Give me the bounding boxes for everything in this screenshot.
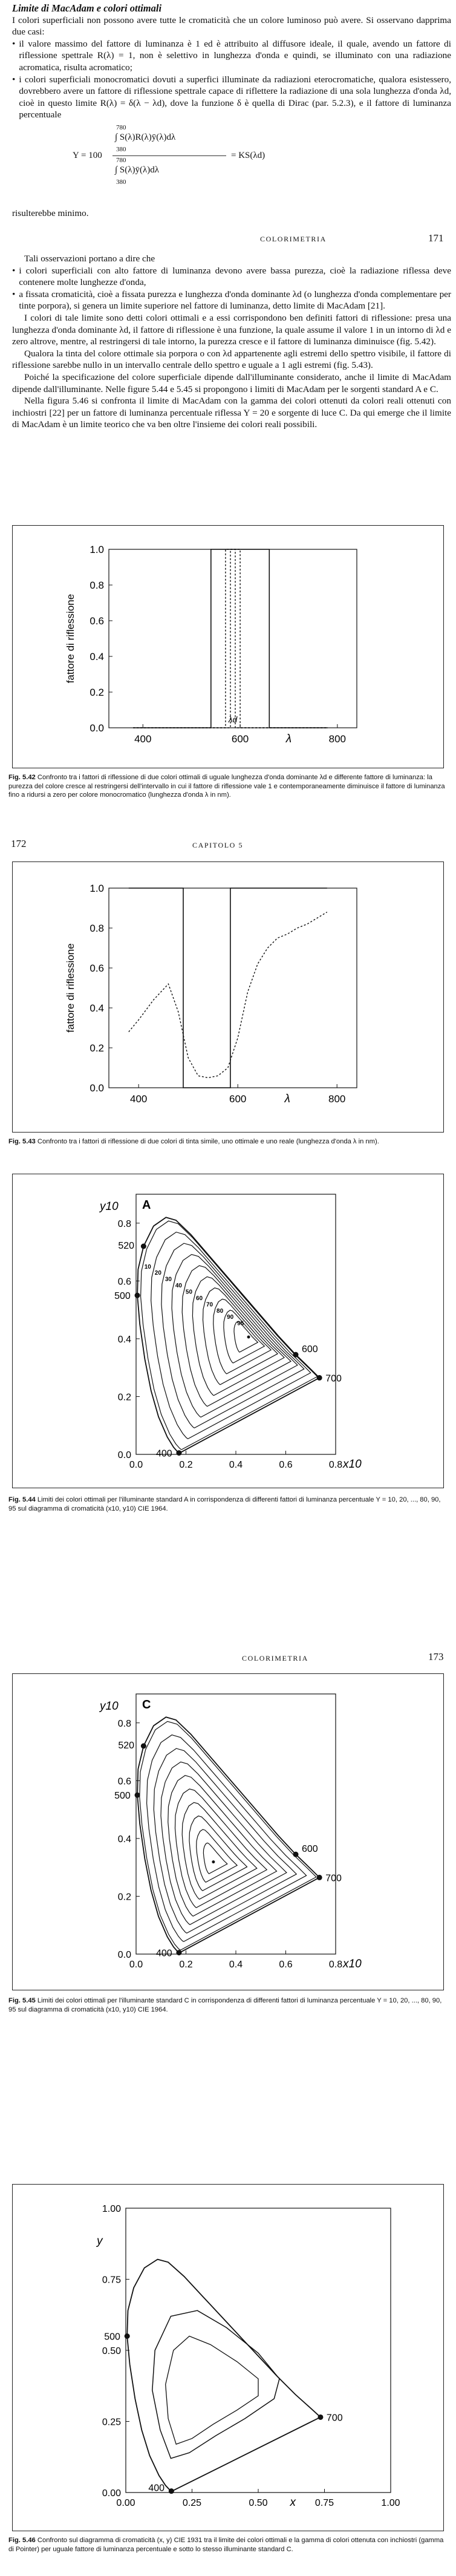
wavelength-label: 500 <box>114 1291 131 1302</box>
wavelength-marker <box>293 1852 299 1857</box>
bullet-item: • i colori superficiali monocromatici dovuti a superfici illuminate da radiazioni eterocromatiche, qualora esistessero, dovrebbero avere un fattore di riflessione spettrale capace di riflettere la radiazione di una sola lunghezza d'onda λd, cioè in questo limite R(λ) = δ(λ − λd), dove la funzione δ è quella di Dirac (par. 5.2.3), e il fattore di luminanza percentuale <box>12 74 451 120</box>
equation-rhs: = KS(λd) <box>231 151 265 160</box>
y-tick-label: 0.6 <box>90 963 104 974</box>
caption-text: Confronto tra i fattori di riflessione di due colori ottimali di uguale lunghezza d'onda dominante λd e differente fattore di luminanza: la purezza del colore cresce al restringersi dell'intervallo in cui il fattore di riflessione vale 1 e contemporaneamente diminuisce il fattore di luminanza fino a ridursi a zero per colore monocromatico (lunghezza d'onda λ in nm). <box>8 774 445 799</box>
y-tick-label: 0.4 <box>90 651 104 662</box>
y-tick-label: 0.0 <box>90 1082 104 1094</box>
series-line-ottimale <box>129 888 327 1088</box>
wavelength-label: 600 <box>302 1844 318 1855</box>
x-axis-label: λ <box>284 1093 290 1105</box>
y-tick-label: 0.8 <box>90 923 104 934</box>
illuminant-label: A <box>142 1198 151 1212</box>
y-tick-label: 1.0 <box>90 544 104 555</box>
y-tick-label: 0.75 <box>102 2275 121 2286</box>
optimal-colour-contour-20 <box>151 1232 311 1439</box>
page-number: 172 <box>11 838 27 849</box>
series-line-reale <box>129 912 327 1078</box>
figure-frame <box>13 2185 444 2531</box>
wavelength-marker <box>318 2414 323 2420</box>
x-tick-label: 0.2 <box>179 1960 193 1970</box>
plot-area <box>136 1694 336 1954</box>
contour-label: 90 <box>227 1314 234 1321</box>
optimal-colour-contour-70 <box>182 1802 257 1899</box>
x-tick-label: 0.8 <box>328 1960 343 1970</box>
x-tick-label: 800 <box>328 1093 346 1105</box>
figure-caption <box>8 1996 448 2014</box>
wavelength-marker <box>176 1950 181 1955</box>
running-head: COLORIMETRIA <box>260 235 327 243</box>
x-axis-label: λ <box>285 733 292 745</box>
y-tick-label: 0.00 <box>102 2488 121 2499</box>
y-tick-label: 0.4 <box>117 1834 131 1845</box>
bullet-item: • il valore massimo del fattore di luminanza è 1 ed è attribuito al diffusore ideale, il quale, avendo un fattore di riflessione spettrale R(λ) = 1, non è selettivo in lunghezza d'onda e quindi, se illuminato con una radiazione acromatica, risulta acromatico; <box>12 38 451 73</box>
x-axis-label: x10 <box>343 1458 362 1471</box>
x-tick-label: 0.75 <box>314 2498 334 2508</box>
y-axis-label: y <box>97 2235 103 2247</box>
white-point <box>247 1336 250 1339</box>
bullet-text: il valore massimo del fattore di luminanza è 1 ed è attribuito al diffusore ideale, il quale, avendo un fattore di riflessione spettrale R(λ) = 1, non è selettivo in lunghezza d'onda e quindi, se illuminato con una radiazione acromatica, risulta acromatico; <box>19 38 451 73</box>
x-tick-label: 0.8 <box>328 1460 343 1470</box>
contour-label: 40 <box>175 1283 182 1290</box>
caption-label: Fig. 5.43 <box>8 1138 36 1145</box>
x-tick-label: 0.6 <box>279 1960 293 1970</box>
figure-5-45 <box>12 1673 444 1990</box>
body-paragraph: I colori di tale limite sono detti colori ottimali e a essi corrispondono ben definiti fattori di riflessione: presa una lunghezza d'onda dominante λd, il fattore di riflessione è una funzione, la quale assume il valore 1 in un intorno di λd e zero altrove, mentre, al restringersi di tale intorno, la purezza cresce e il fattore di luminanza diminuisce (fig. 5.42). <box>12 312 451 347</box>
y-tick-label: 0.8 <box>117 1218 131 1229</box>
y-tick-label: 0.4 <box>90 1002 104 1014</box>
x-tick-label: 0.6 <box>279 1460 293 1470</box>
x-tick-label: 400 <box>130 1093 148 1105</box>
page-171-top <box>12 2 451 121</box>
optimal-colour-contour-20 <box>147 1735 307 1941</box>
y-tick-label: 0.6 <box>117 1277 131 1287</box>
x-tick-label: 0.2 <box>179 1460 193 1470</box>
running-head: CAPITOLO 5 <box>192 841 244 849</box>
caption-label: Fig. 5.45 <box>8 1997 36 2004</box>
page-171-body <box>12 253 451 431</box>
y-tick-label: 0.2 <box>117 1392 131 1403</box>
caption-text: Confronto sul diagramma di cromaticità (x, y) CIE 1931 tra il limite dei colori ottimali e la gamma di colori ottenuta con inchiostri (gamma di Pointer) per uguale fattore di luminanza percentuale e sotto lo stesso illuminante standard C. <box>8 2537 444 2553</box>
y-tick-label: 0.0 <box>117 1950 131 1960</box>
contour-label: 10 <box>144 1263 151 1270</box>
y-tick-label: 0.0 <box>117 1450 131 1460</box>
wavelength-marker <box>125 2333 130 2339</box>
y-tick-label: 0.0 <box>90 722 104 734</box>
y-tick-label: 1.00 <box>102 2204 121 2214</box>
contour-label: 80 <box>217 1307 224 1315</box>
optimal-colour-contour-40 <box>161 1762 287 1924</box>
y-tick-label: 0.6 <box>117 1776 131 1787</box>
y-tick-label: 0.4 <box>117 1334 131 1345</box>
wavelength-label: 520 <box>118 1741 135 1751</box>
wavelength-label: 400 <box>155 1448 172 1459</box>
wavelength-label: 520 <box>118 1241 135 1251</box>
plot-area <box>126 2208 391 2493</box>
bullet-text: i colori superficiali con alto fattore di luminanza devono avere bassa purezza, cioè la radiazione riflessa deve contenere molte lunghezze d'onda, <box>19 265 451 288</box>
wavelength-marker <box>317 1875 322 1880</box>
optimal-colour-contour-90 <box>197 1829 237 1882</box>
wavelength-label: 400 <box>155 1948 172 1959</box>
body-paragraph: Poiché la specificazione del colore superficiale dipende dall'illuminante considerato, anche il limite di MacAdam dipende dall'illuminante. Nelle figure 5.44 e 5.45 si propongono i limiti di MacAdam per le sorgenti standard A e C. <box>12 371 451 394</box>
y-tick-label: 0.8 <box>90 580 104 591</box>
y-tick-label: 0.6 <box>90 615 104 627</box>
body-paragraph: Tali osservazioni portano a dire che <box>24 253 155 264</box>
y-tick-label: 0.2 <box>90 1042 104 1054</box>
y-tick-label: 0.2 <box>117 1892 131 1903</box>
x-tick-label: 400 <box>134 733 152 745</box>
luminance-equation <box>73 124 327 191</box>
x-tick-label: 800 <box>328 733 347 745</box>
equation-numerator: ∫ S(λ)R(λ)ȳ(λ)dλ <box>115 132 176 142</box>
wavelength-marker <box>169 2488 174 2494</box>
optimal-colour-limit <box>152 2310 279 2458</box>
wavelength-marker <box>317 1375 322 1381</box>
figure-frame <box>13 1174 444 1488</box>
y-axis-label: y10 <box>100 1700 119 1713</box>
contour-label: 70 <box>206 1301 213 1309</box>
figure-frame <box>13 1674 444 1990</box>
equation-denominator: ∫ S(λ)ȳ(λ)dλ <box>115 165 160 175</box>
figure-5-46 <box>12 2184 444 2531</box>
y-axis-label: fattore di riflessione <box>65 593 76 684</box>
figure-5-44 <box>12 1174 444 1488</box>
body-paragraph: Nella figura 5.46 si confronta il limite di MacAdam con la gamma dei colori ottenuti da colori reali ottenuti con inchiostri [22] per un fattore di luminanza percentuale riflessa Y = 20 e sorgente di luce C. Da qui emerge che il limite di MacAdam è un limite teorico che va ben oltre l'insieme dei colori reali possibili. <box>12 396 451 430</box>
bullet-item: • a fissata cromaticità, cioè a fissata purezza e lunghezza d'onda dominante λd (o lunghezza d'onda complementare per tinte porpora), si genera un limite superiore nel fattore di luminanza, detto limite di MacAdam [21]. <box>12 289 451 312</box>
x-axis-label: x <box>290 2496 296 2509</box>
x-tick-label: 0.50 <box>249 2498 268 2508</box>
x-tick-label: 1.00 <box>381 2498 400 2508</box>
page-number: 171 <box>428 232 444 244</box>
y-tick-label: 0.2 <box>90 687 104 698</box>
wavelength-label: 700 <box>325 1373 342 1384</box>
plot-area <box>136 1194 336 1454</box>
section-heading: Limite di MacAdam e colori ottimali <box>12 2 162 14</box>
wavelength-label: 400 <box>148 2483 165 2494</box>
optimal-colour-contour-80 <box>189 1816 247 1891</box>
wavelength-label: 700 <box>326 2413 343 2424</box>
wavelength-label: 700 <box>325 1873 342 1884</box>
after-equation: risulterebbe minimo. <box>12 208 89 218</box>
y-tick-label: 0.50 <box>102 2346 121 2356</box>
figure-caption <box>8 1137 448 1146</box>
equation-lower-limit: 380 <box>116 178 126 186</box>
caption-label: Fig. 5.44 <box>8 1496 36 1503</box>
figure-frame <box>13 862 444 1133</box>
wavelength-marker <box>141 1244 146 1249</box>
plot-area <box>109 888 357 1088</box>
optimal-colour-contour-10 <box>141 1221 318 1450</box>
caption-text: Limiti dei colori ottimali per l'illuminante standard A in corrispondenza di differenti fattori di luminanza percentuale Y = 10, 20, ..., 80, 90, 95 sul diagramma di cromaticità (x10, y10) CIE 1964. <box>8 1496 441 1512</box>
caption-label: Fig. 5.42 <box>8 774 36 781</box>
wavelength-label: 500 <box>114 1791 131 1802</box>
wavelength-marker <box>135 1293 140 1298</box>
x-tick-label: 0.4 <box>229 1960 243 1970</box>
spectral-locus <box>127 2260 321 2491</box>
equation-lhs: Y = 100 <box>73 151 102 160</box>
x-tick-label: 0.25 <box>182 2498 202 2508</box>
contour-label: 30 <box>164 1276 172 1283</box>
plot-area <box>109 549 357 728</box>
illuminant-label: C <box>142 1698 151 1711</box>
x-tick-label: 0.00 <box>116 2498 135 2508</box>
bullet-text: i colori superficiali monocromatici dovuti a superfici illuminate da radiazioni eterocromatiche, qualora esistessero, dovrebbero avere un fattore di riflessione spettrale capace di riflettere la radiazione di una sola lunghezza d'onda λd, cioè in questo limite R(λ) = δ(λ − λd), dove la funzione δ è quella di Dirac (par. 5.2.3), e il fattore di luminanza percentuale <box>19 74 451 120</box>
y-axis-label: y10 <box>100 1200 119 1213</box>
figure-caption <box>8 2536 448 2554</box>
figure-5-42 <box>12 525 444 768</box>
dominant-wavelength-label: λd <box>228 714 238 725</box>
figure-frame <box>13 526 444 768</box>
figure-caption <box>8 773 448 800</box>
figure-caption <box>8 1496 448 1513</box>
figure-5-43 <box>12 861 444 1133</box>
y-tick-label: 0.25 <box>102 2417 121 2428</box>
x-tick-label: 0.0 <box>129 1460 143 1470</box>
equation-upper-limit: 780 <box>116 124 126 131</box>
x-tick-label: 0.0 <box>129 1960 143 1970</box>
fraction-bar <box>112 155 226 156</box>
wavelength-marker <box>141 1744 146 1749</box>
caption-text: Limiti dei colori ottimali per l'illuminante standard C in corrispondenza di differenti fattori di luminanza percentuale Y = 10, 20, ..., 80, 90, 95 sul diagramma di cromaticità (x10, y10) CIE 1964. <box>8 1997 442 2013</box>
contour-label: 60 <box>195 1295 203 1302</box>
y-tick-label: 1.0 <box>90 883 104 894</box>
series-line-narrowest-window <box>133 549 328 728</box>
page-number: 173 <box>428 1651 444 1662</box>
white-point <box>212 1860 215 1863</box>
caption-label: Fig. 5.46 <box>8 2537 36 2544</box>
equation-lower-limit: 380 <box>116 146 126 153</box>
x-tick-label: 0.4 <box>229 1460 243 1470</box>
bullet-text: a fissata cromaticità, cioè a fissata purezza e lunghezza d'onda dominante λd (o lunghezza d'onda complementare per tinte porpora), si genera un limite superiore nel fattore di luminanza, detto limite di MacAdam [21]. <box>19 289 451 312</box>
pointer-gamut <box>166 2336 258 2445</box>
body-paragraph: Qualora la tinta del colore ottimale sia porpora o con λd appartenente agli estremi dello spettro visibile, il fattore di riflessione sarebbe nullo in un intervallo centrale dello spettro e uguale a 1 agli estremi (fig. 5.43). <box>12 348 451 371</box>
wavelength-label: 500 <box>104 2332 120 2342</box>
equation-upper-limit: 780 <box>116 157 126 164</box>
contour-label: 50 <box>185 1289 193 1296</box>
wavelength-marker <box>176 1450 181 1456</box>
intro-paragraph: I colori superficiali non possono avere tutte le cromaticità che un colore luminoso può avere. Si osservano dapprima due casi: <box>12 15 451 38</box>
caption-text: Confronto tra i fattori di riflessione di due colori di tinta simile, uno ottimale e uno reale (lunghezza d'onda λ in nm). <box>37 1138 379 1145</box>
x-tick-label: 600 <box>231 733 249 745</box>
bullet-item: • i colori superficiali con alto fattore di luminanza devono avere bassa purezza, cioè la radiazione riflessa deve contenere molte lunghezze d'onda, <box>12 265 451 288</box>
contour-label: 95 <box>237 1320 244 1327</box>
y-tick-label: 0.8 <box>117 1718 131 1729</box>
wavelength-label: 600 <box>302 1344 318 1355</box>
optimal-colour-contour-95 <box>203 1843 227 1874</box>
x-axis-label: x10 <box>343 1958 362 1970</box>
y-axis-label: fattore di riflessione <box>65 943 76 1033</box>
contour-label: 20 <box>154 1270 161 1277</box>
running-head: COLORIMETRIA <box>242 1654 308 1662</box>
x-tick-label: 600 <box>229 1093 247 1105</box>
